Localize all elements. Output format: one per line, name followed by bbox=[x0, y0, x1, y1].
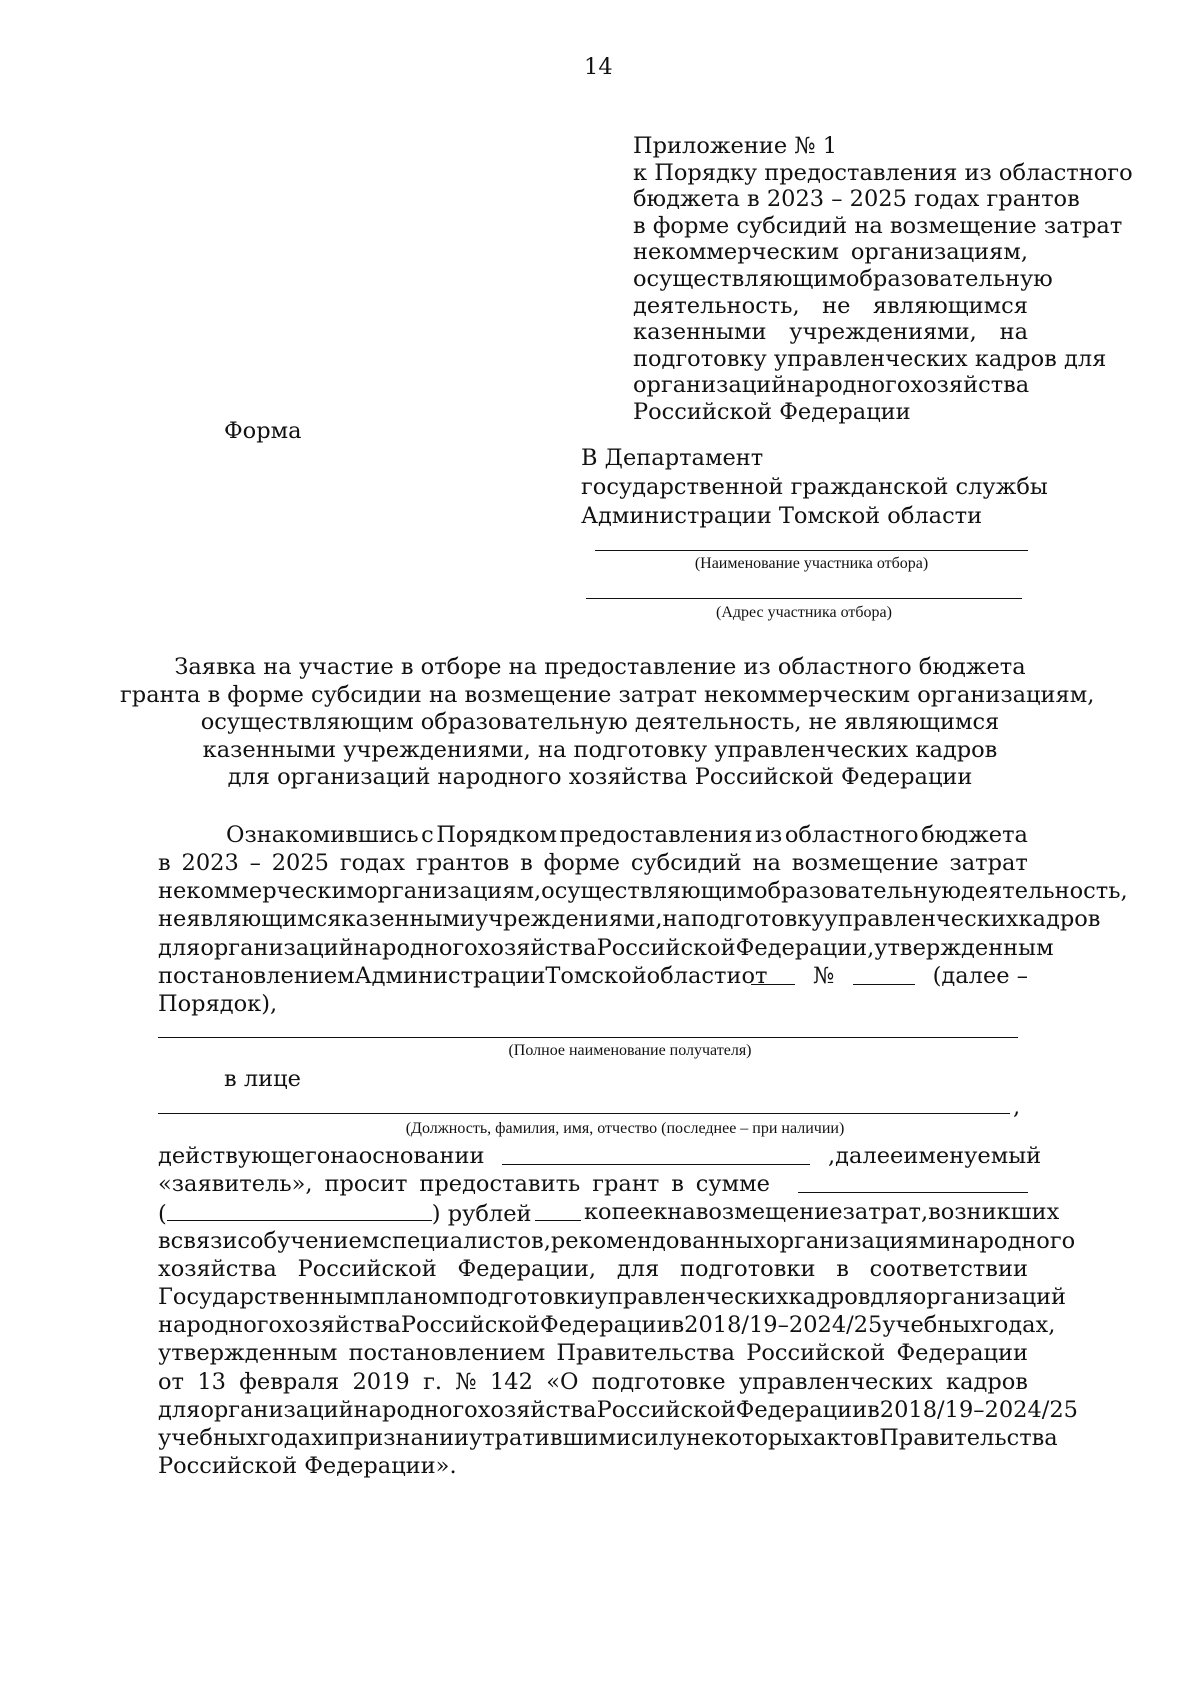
appendix-line: в форме субсидий на возмещение затрат bbox=[633, 212, 1123, 239]
word: на bbox=[999, 319, 1028, 346]
word: организаций bbox=[200, 934, 354, 961]
word: народного bbox=[353, 934, 478, 961]
word: кадров bbox=[1018, 906, 1101, 933]
addressee-block bbox=[581, 447, 1048, 534]
form-label: Форма bbox=[224, 418, 302, 444]
word: в bbox=[867, 1396, 880, 1423]
word: постановлением bbox=[158, 962, 355, 989]
word: Ознакомившись bbox=[226, 822, 419, 848]
word: утвержденным bbox=[158, 1340, 338, 1367]
intro-line-justified bbox=[158, 852, 1028, 880]
word: для bbox=[870, 1283, 913, 1310]
word: в bbox=[158, 1227, 171, 1254]
word: рекомендованных bbox=[550, 1227, 767, 1254]
word: народного bbox=[786, 372, 911, 399]
appendix-line: подготовку управленческих кадров для bbox=[633, 345, 1107, 372]
word: признании bbox=[338, 1424, 469, 1451]
word: № bbox=[455, 1368, 477, 1395]
word: в bbox=[671, 1171, 684, 1198]
word: Российской bbox=[400, 1312, 541, 1339]
appendix-line: Российской Федерации bbox=[633, 398, 911, 425]
word: 142 bbox=[489, 1368, 533, 1395]
intro-line6-after: (далее – bbox=[932, 962, 1028, 989]
title-line: Заявка на участие в отборе на предоставление из областного бюджета bbox=[174, 654, 1026, 680]
rubles-label: ) рублей bbox=[431, 1201, 532, 1228]
word: 2018/19 bbox=[879, 1396, 974, 1423]
word: 2019 bbox=[352, 1368, 410, 1395]
word: утвержденным bbox=[874, 934, 1054, 961]
word: основании bbox=[358, 1143, 485, 1169]
word: Правительства bbox=[879, 1424, 1058, 1451]
participant-name-caption: (Наименование участника отбора) bbox=[694, 555, 929, 572]
word: от bbox=[741, 962, 768, 989]
addressee-line: В Департамент bbox=[581, 445, 764, 471]
body-last-line: Российской Федерации». bbox=[158, 1453, 457, 1480]
body-line-justified bbox=[158, 1255, 1028, 1286]
word: в bbox=[520, 850, 533, 876]
body-line-justified bbox=[158, 1283, 1067, 1314]
word: народного bbox=[951, 1227, 1076, 1254]
intro-line-justified bbox=[158, 878, 1128, 908]
word: подготовке bbox=[591, 1368, 726, 1395]
word: осуществляющим bbox=[633, 265, 846, 292]
appendix-block bbox=[633, 133, 1133, 428]
word: учебных bbox=[882, 1312, 983, 1339]
word: грант bbox=[592, 1171, 660, 1198]
word: организациям, bbox=[364, 878, 542, 905]
word: годах bbox=[258, 1424, 324, 1451]
word: годах, bbox=[982, 1312, 1056, 1339]
kopecks-text bbox=[583, 1199, 1060, 1229]
word: , bbox=[828, 1143, 836, 1169]
intro-line: Порядок), bbox=[158, 990, 278, 1017]
word: хозяйства bbox=[477, 934, 597, 961]
participant-address-field[interactable] bbox=[586, 598, 1022, 599]
word: управленческих bbox=[824, 906, 1019, 933]
body-line-justified bbox=[158, 1396, 1078, 1427]
word: затрат bbox=[949, 850, 1028, 876]
appendix-line: бюджета в 2023 – 2025 годах грантов bbox=[633, 186, 1080, 213]
word: Федерации, bbox=[735, 934, 875, 961]
appendix-line: к Порядку предоставления из областного bbox=[633, 159, 1133, 186]
word: на bbox=[752, 850, 781, 876]
addressee-line: государственной гражданской службы bbox=[581, 474, 1048, 500]
word: кадров bbox=[788, 1283, 871, 1310]
body-line-justified bbox=[158, 1368, 1028, 1399]
word: Государственным bbox=[158, 1283, 371, 1310]
in-person-label: в лице bbox=[224, 1066, 301, 1092]
title-line: казенными учреждениями, на подготовку управленческих кадров bbox=[202, 736, 998, 763]
word: некоторых bbox=[686, 1424, 814, 1451]
word: годах bbox=[339, 850, 406, 876]
word: не bbox=[822, 292, 851, 319]
word: не bbox=[158, 906, 187, 933]
word: копеек bbox=[583, 1199, 668, 1226]
word: из bbox=[755, 822, 783, 848]
word: 2023 bbox=[181, 850, 239, 876]
word: возникших bbox=[928, 1199, 1060, 1226]
word: являющимся bbox=[186, 906, 342, 933]
word: – bbox=[249, 850, 261, 876]
word: осуществляющим bbox=[541, 878, 754, 905]
word: именуемый bbox=[903, 1143, 1042, 1169]
word: Российской bbox=[746, 1340, 886, 1367]
title-line: гранта в форме субсидии на возмещение затрат некоммерческим организациям, bbox=[120, 681, 1095, 708]
word: – bbox=[973, 1396, 985, 1423]
word: Федерации bbox=[735, 1396, 868, 1423]
word: управленческих bbox=[738, 1368, 933, 1395]
body-line-1 bbox=[158, 1143, 1042, 1173]
word: связи bbox=[170, 1227, 238, 1254]
intro-line-6 bbox=[158, 962, 1028, 993]
word: соответствии bbox=[869, 1255, 1028, 1282]
word: и bbox=[323, 1424, 339, 1451]
word: народного bbox=[158, 1312, 283, 1339]
appendix-line-justified bbox=[633, 241, 1028, 268]
word: Российской bbox=[297, 1255, 437, 1282]
word: просит bbox=[324, 1171, 408, 1198]
word: Администрации bbox=[354, 962, 546, 989]
word: образовательную bbox=[845, 265, 1053, 292]
word: с bbox=[237, 1227, 251, 1254]
word: возмещение bbox=[791, 850, 939, 876]
body-line-3 bbox=[158, 1199, 1060, 1229]
word: организаций bbox=[912, 1283, 1067, 1310]
body-line2-words bbox=[158, 1173, 770, 1201]
word: возмещение bbox=[695, 1199, 843, 1226]
word: от bbox=[158, 1368, 184, 1395]
application-title bbox=[120, 654, 1095, 794]
word: учреждениями, bbox=[474, 906, 663, 933]
amount-words-group bbox=[158, 1201, 532, 1229]
grant-amount-words-field[interactable] bbox=[167, 1201, 432, 1221]
basis-field[interactable] bbox=[502, 1145, 810, 1165]
word: силу bbox=[630, 1424, 687, 1451]
appendix-line-justified bbox=[633, 292, 1028, 322]
intro-line-justified bbox=[158, 906, 1101, 936]
word: на bbox=[330, 1143, 359, 1169]
word: обучением bbox=[250, 1227, 380, 1254]
word: учреждениями, bbox=[789, 319, 977, 346]
word: образовательную bbox=[753, 878, 961, 905]
in-person-comma: , bbox=[1013, 1094, 1021, 1120]
word: 2025 bbox=[271, 850, 329, 876]
word: организациям, bbox=[850, 239, 1028, 266]
kopecks-field[interactable] bbox=[535, 1201, 581, 1221]
number-sign: № bbox=[813, 962, 835, 989]
intro-paragraph bbox=[158, 850, 1128, 1021]
intro-line-justified bbox=[226, 824, 1028, 847]
word: подготовки bbox=[459, 1283, 595, 1310]
word: сумме bbox=[695, 1171, 770, 1198]
participant-name-field[interactable] bbox=[595, 550, 1028, 551]
word: предоставления bbox=[559, 822, 753, 848]
word: «заявитель», bbox=[158, 1171, 313, 1198]
word: области bbox=[646, 962, 742, 989]
word: Российской bbox=[596, 1396, 736, 1423]
word: для bbox=[616, 1255, 660, 1282]
word: деятельность, bbox=[633, 292, 800, 319]
word: деятельность, bbox=[960, 878, 1128, 905]
word: 2024/25 bbox=[984, 1396, 1078, 1423]
in-person-caption: (Должность, фамилия, имя, отчество (последнее – при наличии) bbox=[405, 1120, 845, 1137]
word: казенными bbox=[633, 319, 767, 346]
title-line: осуществляющим образовательную деятельность, не являющимся bbox=[200, 709, 1000, 735]
word: специалистов, bbox=[379, 1227, 551, 1254]
word: февраля bbox=[239, 1368, 340, 1395]
word: «О bbox=[546, 1368, 579, 1395]
body-line-justified bbox=[158, 1424, 1058, 1455]
word: некоммерческим bbox=[158, 878, 364, 905]
open-paren: ( bbox=[158, 1201, 167, 1228]
body-line-2 bbox=[158, 1173, 1028, 1201]
word: Федерации bbox=[540, 1312, 672, 1339]
body-paragraph bbox=[158, 1143, 1078, 1483]
addressee-line: Администрации Томской области bbox=[581, 503, 983, 529]
word: планом bbox=[370, 1283, 460, 1310]
word: хозяйства bbox=[158, 1255, 277, 1282]
word: 2018/19 bbox=[684, 1312, 778, 1339]
word: хозяйства bbox=[910, 372, 1030, 399]
word: подготовку bbox=[690, 906, 825, 933]
word: утратившими bbox=[468, 1424, 631, 1451]
word: далее bbox=[835, 1143, 904, 1169]
word: хозяйства bbox=[477, 1396, 597, 1423]
word: форме bbox=[543, 850, 620, 876]
appendix-line-justified bbox=[633, 321, 1028, 348]
word: организациями bbox=[766, 1227, 952, 1254]
word: г. bbox=[423, 1368, 443, 1395]
body-line-justified bbox=[158, 1227, 1076, 1258]
decree-date-field[interactable] bbox=[751, 965, 795, 985]
word: затрат, bbox=[842, 1199, 929, 1226]
word: актов bbox=[813, 1424, 880, 1451]
word: для bbox=[158, 934, 201, 961]
word: 2024/25 bbox=[788, 1312, 883, 1339]
word: 13 bbox=[197, 1368, 226, 1395]
word: подготовки bbox=[679, 1255, 816, 1282]
appendix-line-justified bbox=[633, 265, 1053, 295]
word: – bbox=[777, 1312, 789, 1339]
body-line-justified bbox=[158, 1312, 1056, 1342]
word: областного bbox=[784, 822, 919, 848]
word: Российской bbox=[596, 934, 736, 961]
word: народного bbox=[353, 1396, 478, 1423]
word: в bbox=[158, 850, 171, 876]
word: учебных bbox=[158, 1424, 259, 1451]
body-line1-words bbox=[158, 1145, 484, 1173]
intro-line6-words bbox=[158, 962, 768, 993]
word: управленческих bbox=[594, 1283, 789, 1310]
word: с bbox=[421, 822, 434, 848]
word: субсидий bbox=[630, 850, 742, 876]
word: хозяйства bbox=[282, 1312, 401, 1339]
body-line1-tail bbox=[828, 1143, 1042, 1173]
participant-address-caption: (Адрес участника отбора) bbox=[716, 604, 892, 621]
recipient-name-field[interactable] bbox=[158, 1037, 1018, 1038]
word: Правительства bbox=[556, 1340, 735, 1367]
decree-number-field[interactable] bbox=[853, 965, 915, 985]
word: Федерации bbox=[896, 1340, 1028, 1367]
word: грантов bbox=[415, 850, 510, 876]
word: Порядком bbox=[436, 822, 558, 848]
in-person-field[interactable] bbox=[158, 1113, 1010, 1114]
word: постановлением bbox=[348, 1340, 546, 1367]
word: предоставить bbox=[419, 1171, 581, 1198]
word: в bbox=[836, 1255, 849, 1282]
word: действующего bbox=[158, 1143, 331, 1169]
word: казенными bbox=[341, 906, 475, 933]
page-number: 14 bbox=[584, 54, 613, 80]
appendix-line-justified bbox=[633, 374, 1028, 401]
word: организаций bbox=[200, 1396, 354, 1423]
grant-amount-field[interactable] bbox=[798, 1173, 1028, 1193]
word: в bbox=[671, 1312, 685, 1339]
word: являющимся bbox=[872, 292, 1028, 319]
word: бюджета bbox=[921, 822, 1028, 848]
word: на bbox=[667, 1199, 696, 1226]
word: организаций bbox=[633, 372, 787, 399]
intro-line-justified bbox=[158, 934, 1054, 965]
word: на bbox=[662, 906, 691, 933]
word: для bbox=[158, 1396, 201, 1423]
word: Томской bbox=[545, 962, 647, 989]
word: некоммерческим bbox=[633, 239, 839, 266]
word: Федерации, bbox=[457, 1255, 597, 1282]
title-line: для организаций народного хозяйства Российской Федерации bbox=[227, 764, 973, 790]
body-line-justified bbox=[158, 1342, 1028, 1370]
word: кадров bbox=[946, 1368, 1028, 1395]
appendix-line: Приложение № 1 bbox=[633, 133, 838, 159]
recipient-caption: (Полное наименование получателя) bbox=[508, 1042, 752, 1059]
